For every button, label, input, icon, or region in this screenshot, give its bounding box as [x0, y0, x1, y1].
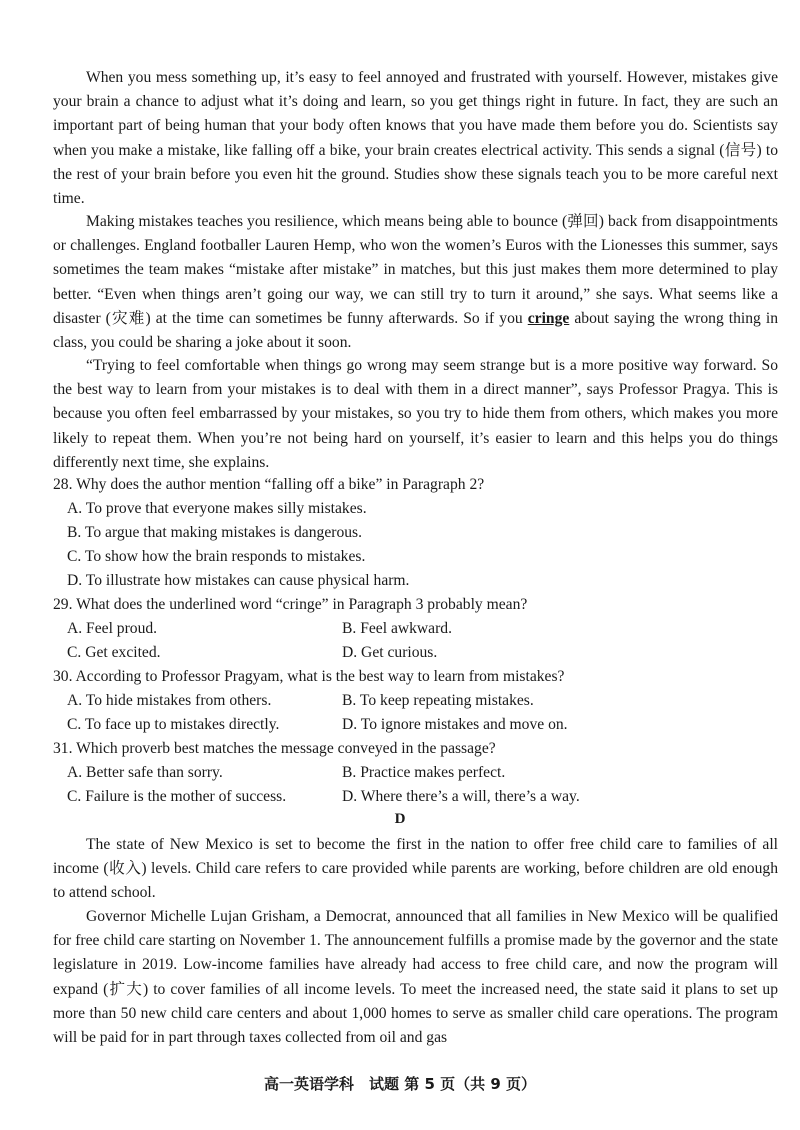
section-heading-d: D [394, 811, 406, 827]
question-29-option-b: B. Feel awkward. [342, 620, 452, 637]
question-31-option-b: B. Practice makes perfect. [342, 764, 506, 781]
passage-paragraph-3: “Trying to feel comfortable when things go wrong may seem strange but is a more positive way forward. So the best way to learn from your mistakes is to deal with them in a direct manner”, says Professor Pragya. This is because you often feel embarrassed by your mistakes, so you try to hide them from others, which makes you more likely to repeat them. When you’re not being hard on yourself, it’s easier to learn and this helps you do things differently next time, she explains. [53, 357, 778, 471]
question-28-option-a: A. To prove that everyone makes silly mistakes. [67, 500, 367, 517]
question-30-stem: 30. According to Professor Pragyam, what is the best way to learn from mistakes? [53, 668, 565, 685]
section-d-paragraph-2: Governor Michelle Lujan Grisham, a Democrat, announced that all families in New Mexico will be qualified for free child care starting on November 1. The announcement fulfills a promise made by the governor and the state legislature in 2019. Low-income families have already had access to free child care, and now the program will expand (扩大) to cover families of all income levels. To meet the increased need, the state said it plans to set up more than 50 new child care centers and about 1,000 homes to serve as smaller child care operations. The program will be paid for in part through taxes collected from oil and gas [53, 908, 778, 1047]
underlined-word: cringe [527, 309, 570, 327]
question-28-stem: 28. Why does the author mention “falling off a bike” in Paragraph 2? [53, 476, 485, 493]
question-30-option-b: B. To keep repeating mistakes. [342, 692, 534, 709]
question-29-option-d: D. Get curious. [342, 644, 438, 661]
question-29-option-a: A. Feel proud. [67, 620, 158, 637]
question-30-option-d: D. To ignore mistakes and move on. [342, 716, 568, 733]
question-28-option-c: C. To show how the brain responds to mistakes. [67, 548, 366, 565]
paragraph-2-text: Making mistakes teaches you resilience, which means being able to bounce (弹回) back from disappointments or challenges. England footballer Lauren Hemp, who won the women’s Euros with the Lionesses this summer, says sometimes the team makes “mistake after mistake” in matches, but this just makes them more determined to play better. “Even when things aren’t going our way, we can still try to turn it around,” she says. What seems like a disaster (灾难) at the time can sometimes be funny afterwards. So if you [53, 213, 778, 327]
question-30-option-c: C. To face up to mistakes directly. [67, 716, 280, 733]
paragraph-2-end: about saying the wrong thing in class, you could be sharing a joke about it soon. [53, 309, 779, 352]
question-31-option-a: A. Better safe than sorry. [67, 764, 223, 781]
passage-paragraph-1: When you mess something up, it’s easy to feel annoyed and frustrated with yourself. However, mistakes give your brain a chance to adjust what it’s doing and learn, so you get things right in future. In fact, they are such an important part of being human that your body often knows that you have made them before you do. Scientists say when you make a mistake, like falling off a bike, your brain creates electrical activity. This sends a signal (信号) to the rest of your brain before you even hit the ground. Studies show these signals teach you to be more careful next time. [53, 69, 778, 208]
question-28-option-b: B. To argue that making mistakes is dangerous. [67, 524, 363, 541]
question-29-option-c: C. Get excited. [67, 644, 161, 661]
passage-paragraph-2 [53, 210, 778, 355]
question-29-stem: 29. What does the underlined word “cringe” in Paragraph 3 probably mean? [53, 596, 528, 613]
section-d-paragraph-1: The state of New Mexico is set to become the first in the nation to offer free child care to families of all income (收入) levels. Child care refers to care provided while parents are working, before children are old enough to attend school. [53, 836, 778, 902]
question-28-option-d: D. To illustrate how mistakes can cause physical harm. [67, 572, 410, 589]
page-footer: 高一英语学科 试题 第 5 页（共 9 页） [264, 1075, 536, 1093]
question-31-option-c: C. Failure is the mother of success. [67, 788, 287, 805]
question-31-option-d: D. Where there’s a will, there’s a way. [342, 788, 580, 805]
question-30-option-a: A. To hide mistakes from others. [67, 692, 272, 709]
question-31-stem: 31. Which proverb best matches the message conveyed in the passage? [53, 740, 496, 757]
